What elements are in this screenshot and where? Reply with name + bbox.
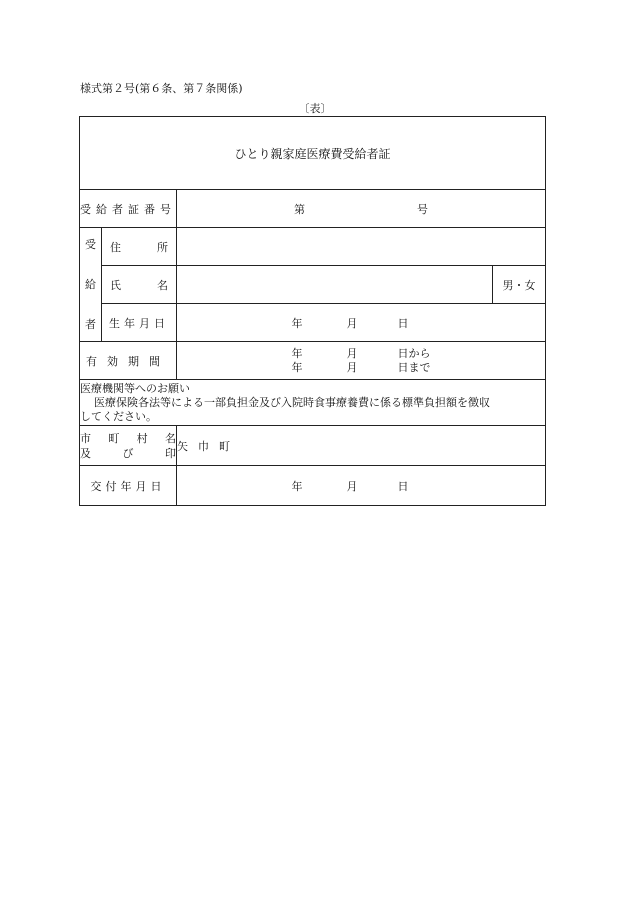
validity-label: 有効期間 [80, 342, 177, 380]
birthdate-field[interactable]: 年 月 日 [177, 304, 546, 342]
recipient-char-3: 者 [85, 317, 96, 331]
name-field[interactable] [177, 266, 493, 304]
recipient-group-label [80, 228, 102, 342]
notice-heading: 医療機関等へのお願い [80, 381, 190, 395]
birthdate-label: 生年月日 [102, 304, 177, 342]
issue-date-field[interactable]: 年 月 日 [177, 466, 546, 506]
notice-line-1: 医療保険各法等による一部負担金及び入院時食事療養費に係る標準負担額を徴収 [94, 395, 490, 409]
birthdate-row [80, 304, 546, 342]
notice-row [80, 380, 546, 426]
certificate-number-label: 受給者証番号 [80, 190, 177, 228]
side-label: 〔表〕 [298, 102, 332, 115]
number-dai: 第 [294, 202, 305, 216]
notice-line-2: してください。 [80, 409, 157, 423]
issue-date-label: 交付年月日 [80, 466, 177, 506]
certificate-number-field[interactable] [177, 190, 546, 228]
validity-field[interactable]: 年 月 日から 年 月 日まで [177, 342, 546, 380]
certificate-number-row [80, 190, 546, 228]
form-reference: 様式第２号(第６条、第７条関係) [80, 82, 243, 95]
address-field[interactable] [177, 228, 546, 266]
gender-field[interactable]: 男・女 [493, 266, 546, 304]
municipality-name: 矢巾町 [177, 426, 546, 466]
title-row [80, 117, 546, 190]
recipient-char-1: 受 [85, 237, 96, 251]
recipient-char-2: 給 [85, 277, 96, 291]
address-row [80, 228, 546, 266]
validity-row [80, 342, 546, 380]
municipality-row [80, 426, 546, 466]
issue-date-row [80, 466, 546, 506]
notice-box [80, 380, 546, 426]
name-label: 氏 名 [102, 266, 177, 304]
municipality-label: 市 町 村 名 及 び 印 [80, 426, 177, 466]
name-row [80, 266, 546, 304]
certificate-table [79, 116, 546, 506]
number-go: 号 [417, 202, 428, 216]
certificate-title: ひとり親家庭医療費受給者証 [80, 117, 546, 190]
address-label: 住 所 [102, 228, 177, 266]
